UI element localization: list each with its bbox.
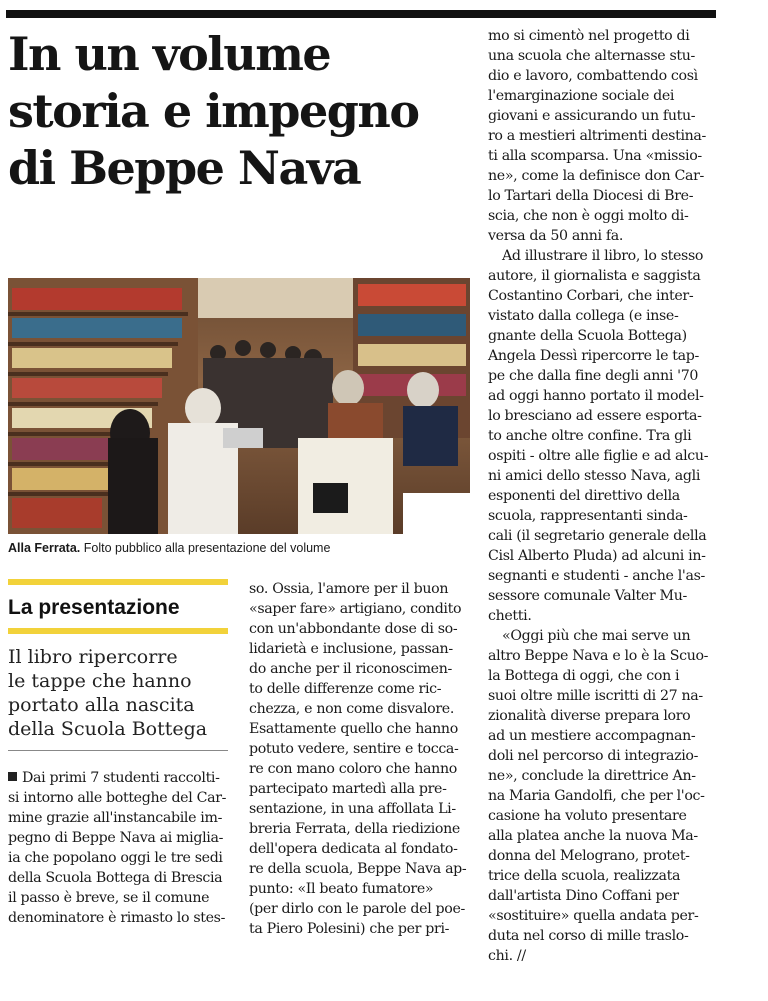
yellow-rule-top (8, 579, 228, 585)
text-line: ne», come la definisce don Car- (488, 168, 704, 184)
article-column-3 (488, 26, 714, 966)
headline-line: In un volume (8, 27, 331, 81)
text-line: vistato dalla collega (e inse- (488, 308, 679, 324)
headline-line: storia e impegno (8, 84, 419, 138)
text-line: altro Beppe Nava e lo è la Scuo- (488, 648, 709, 664)
text-line: breria Ferrata, della riedizione (249, 821, 460, 837)
text-line: so. Ossia, l'amore per il buon (249, 581, 449, 597)
text-line: chetti. (488, 608, 532, 624)
text-line: to anche oltre confine. Tra gli (488, 428, 692, 444)
photo-caption (8, 541, 478, 555)
text-line: na Maria Gandolfi, che per l'oc- (488, 788, 705, 804)
text-line: la Bottega di oggi, che con i (488, 668, 680, 684)
caption-lead: Alla Ferrata. (8, 541, 81, 555)
text-line: chezza, e non come disvalore. (249, 701, 454, 717)
text-line: denominatore è rimasto lo stes- (8, 910, 226, 926)
text-line: ti alla scomparsa. Una «missio- (488, 148, 702, 164)
text-line: Angela Dessì ripercorre le tap- (488, 348, 699, 364)
subhead-divider (8, 750, 228, 751)
text-line: doli nel percorso di integrazio- (488, 748, 699, 764)
subhead-line: portato alla nascita (8, 694, 195, 716)
text-line: punto: «Il beato fumatore» (249, 881, 434, 897)
bookstore-photo (8, 278, 470, 534)
text-line: Cisl Alberto Pluda) ad alcuni in- (488, 548, 706, 564)
text-line: «sostituire» quella andata per- (488, 908, 699, 924)
subheadline (8, 645, 233, 741)
text-line: giovani e assicurando un futu- (488, 108, 696, 124)
text-line: suoi oltre mille iscritti di 27 na- (488, 688, 703, 704)
text-line: autore, il giornalista e saggista (488, 268, 701, 284)
top-rule (6, 10, 716, 18)
subhead-line: Il libro ripercorre (8, 646, 178, 668)
text-line: segnanti e studenti - anche l'as- (488, 568, 705, 584)
text-line: l'emarginazione sociale dei (488, 88, 675, 104)
article-column-2 (249, 579, 471, 939)
text-line: pegno di Beppe Nava ai miglia- (8, 830, 224, 846)
text-line: esponenti del direttivo della (488, 488, 680, 504)
text-line: gnante della Scuola Bottega) (488, 328, 687, 344)
text-line: sessore comunale Valter Mu- (488, 588, 687, 604)
text-line: re della scuola, Beppe Nava ap- (249, 861, 467, 877)
bullet-icon (8, 772, 17, 781)
text-line: ia che popolano oggi le tre sedi (8, 850, 223, 866)
text-line: una scuola che alternasse stu- (488, 48, 695, 64)
text-line: ad un mestiere accompagnan- (488, 728, 696, 744)
text-line: mine grazie all'instancabile im- (8, 810, 223, 826)
text-line: ni amici dello stesso Nava, agli (488, 468, 701, 484)
text-line: sentazione, in una affollata Li- (249, 801, 456, 817)
text-line: casione ha voluto presentare (488, 808, 687, 824)
subhead-line: le tappe che hanno (8, 670, 192, 692)
text-line: pe che dalla fine degli anni '70 (488, 368, 699, 384)
headline (8, 26, 468, 197)
text-line: chi. // (488, 948, 526, 964)
text-line: scia, che non è oggi molto di- (488, 208, 689, 224)
text-line: lidarietà e inclusione, passan- (249, 641, 453, 657)
text-line: il passo è breve, se il comune (8, 890, 210, 906)
text-line: partecipato martedì alla pre- (249, 781, 447, 797)
text-line: (per dirlo con le parole del poe- (249, 901, 465, 917)
text-line: versa da 50 anni fa. (488, 228, 624, 244)
text-line: ta Piero Polesini) che per pri- (249, 921, 450, 937)
text-line: cali (il segretario generale della (488, 528, 707, 544)
text-line: dall'artista Dino Coffani per (488, 888, 679, 904)
text-line: lo Tartari della Diocesi di Bre- (488, 188, 694, 204)
section-label: La presentazione (8, 596, 180, 619)
text-line: ospiti - oltre alle figlie e ad alcu- (488, 448, 709, 464)
text-line: con un'abbondante dose di so- (249, 621, 458, 637)
text-line: Ad illustrare il libro, lo stesso (502, 248, 704, 264)
text-line: ro a mestieri altrimenti destina- (488, 128, 706, 144)
text-line: ad oggi hanno portato il model- (488, 388, 704, 404)
caption-text: Folto pubblico alla presentazione del volume (80, 541, 331, 555)
text-line: «Oggi più che mai serve un (502, 628, 691, 644)
text-line: re con mano coloro che hanno (249, 761, 457, 777)
headline-line: di Beppe Nava (8, 141, 361, 195)
text-line: duta nel corso di mille traslo- (488, 928, 689, 944)
text-line: si intorno alle botteghe del Car- (8, 790, 227, 806)
text-line: dio e lavoro, combattendo così (488, 68, 698, 84)
text-line: mo si cimentò nel progetto di (488, 28, 690, 44)
text-line: «saper fare» artigiano, condito (249, 601, 462, 617)
article-column-1 (8, 768, 230, 928)
text-line: donna del Melograno, protet- (488, 848, 690, 864)
yellow-rule-bottom (8, 628, 228, 634)
text-line: to delle differenze come ric- (249, 681, 442, 697)
text-line: potuto vedere, sentire e tocca- (249, 741, 459, 757)
text-line: Costantino Corbari, che inter- (488, 288, 694, 304)
text-line: Esattamente quello che hanno (249, 721, 458, 737)
text-line: scuola, rappresentanti sinda- (488, 508, 688, 524)
text-line: lo bresciano ad essere esporta- (488, 408, 702, 424)
photo-illustration (8, 278, 470, 534)
text-line: alla platea anche la nuova Ma- (488, 828, 698, 844)
text-line: ne», conclude la direttrice An- (488, 768, 696, 784)
text-line: do anche per il riconoscimen- (249, 661, 452, 677)
text-line: dell'opera dedicata al fondato- (249, 841, 458, 857)
text-line: trice della scuola, realizzata (488, 868, 681, 884)
text-line: della Scuola Bottega di Brescia (8, 870, 223, 886)
subhead-line: della Scuola Bottega (8, 718, 208, 740)
text-line: zionalità diverse prepara loro (488, 708, 691, 724)
text-line: Dai primi 7 studenti raccolti- (8, 768, 230, 788)
